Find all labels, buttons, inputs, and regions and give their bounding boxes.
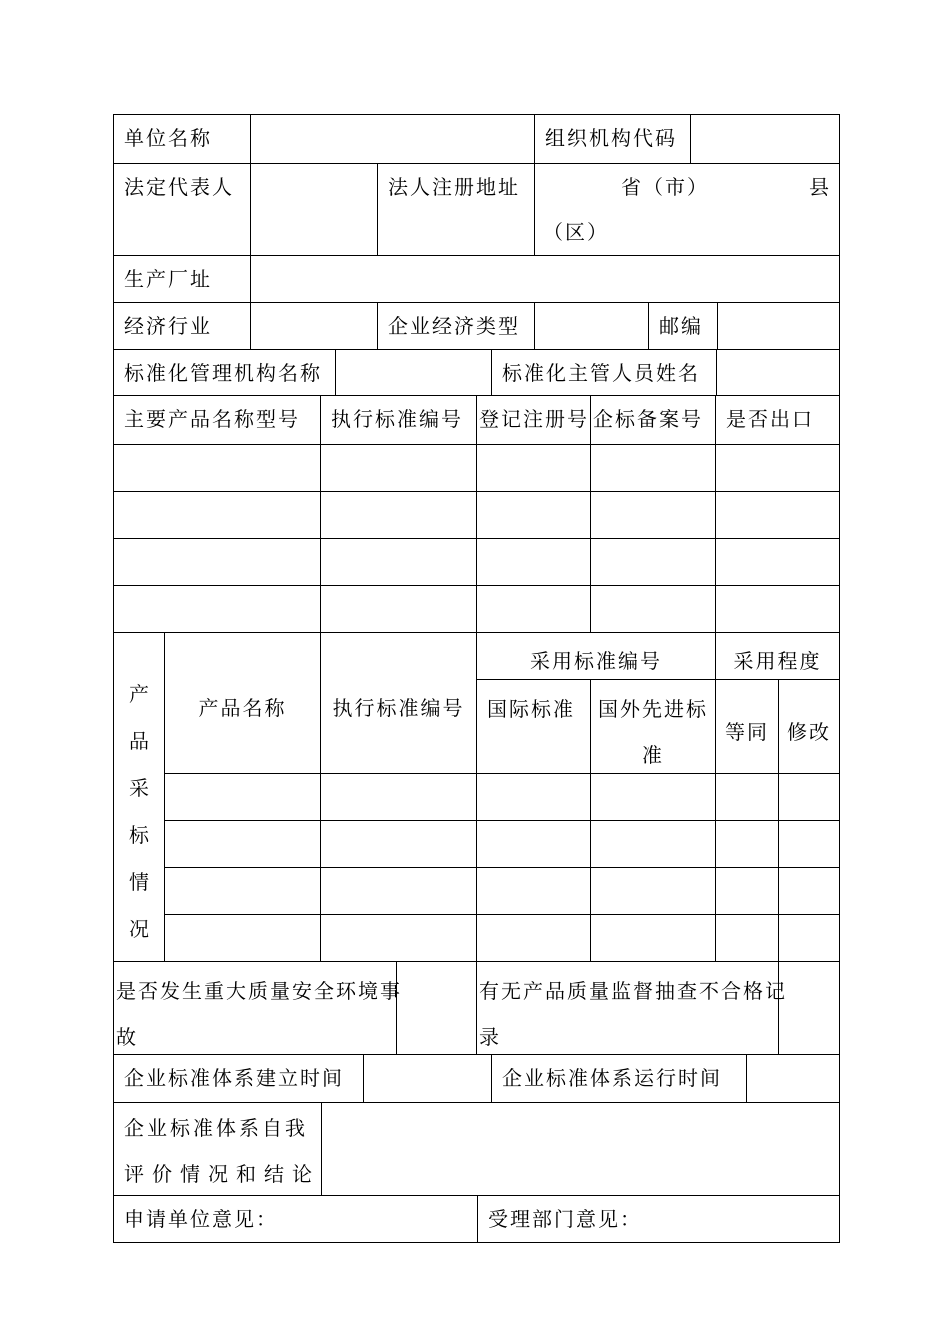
table-row-3-cell-5[interactable] [716, 539, 840, 586]
adoption-row-4-cell-4[interactable] [591, 915, 716, 962]
system-est-time-label: 企业标准体系建立时间 [114, 1055, 364, 1103]
adoption-row-3-cell-6[interactable] [779, 868, 840, 915]
adoption-row-1-cell-5[interactable] [716, 774, 779, 821]
factory-address-label: 生产厂址 [114, 256, 251, 303]
table-row-3-cell-1[interactable] [114, 539, 321, 586]
std-manager-field[interactable] [717, 350, 840, 396]
application-form [113, 114, 840, 1243]
table-row-1-cell-3[interactable] [477, 445, 591, 492]
adoption-row-4-cell-3[interactable] [477, 915, 591, 962]
adoption-row-2-cell-4[interactable] [591, 821, 716, 868]
foreign-std-header [591, 680, 716, 774]
adoption-row-2-cell-2[interactable] [321, 821, 477, 868]
table-row-4-cell-3[interactable] [477, 586, 591, 633]
econ-type-label: 企业经济类型 [378, 303, 535, 350]
accident-field[interactable] [397, 962, 477, 1055]
adoption-row-3-cell-1[interactable] [165, 868, 321, 915]
district-label: （区） [543, 220, 609, 244]
table-row-2-cell-1[interactable] [114, 492, 321, 539]
adoption-row-4-cell-5[interactable] [716, 915, 779, 962]
col-exec-std: 执行标准编号 [321, 396, 477, 445]
postcode-field[interactable] [718, 303, 840, 350]
legal-rep-label: 法定代表人 [114, 164, 251, 256]
adoption-row-4-cell-1[interactable] [165, 915, 321, 962]
adoption-product-name-header: 产品名称 [165, 633, 321, 774]
self-eval-line1: 企业标准体系自我 [124, 1116, 308, 1140]
side-char-1: 产 [129, 682, 149, 706]
adoption-row-3-cell-4[interactable] [591, 868, 716, 915]
inspection-line2: 录 [479, 1025, 501, 1049]
side-char-2: 品 [129, 729, 149, 753]
table-row-4-cell-2[interactable] [321, 586, 477, 633]
reg-address-label: 法人注册地址 [378, 164, 535, 256]
system-run-time-label: 企业标准体系运行时间 [492, 1055, 747, 1103]
org-code-field[interactable] [691, 115, 840, 164]
self-eval-field[interactable] [322, 1103, 840, 1196]
inspection-label [477, 962, 787, 1055]
foreign-std-line1: 国外先进标 [598, 697, 708, 721]
table-row-1-cell-4[interactable] [591, 445, 716, 492]
adoption-degree-header: 采用程度 [716, 633, 840, 680]
inspection-field[interactable] [779, 962, 840, 1055]
adoption-row-2-cell-1[interactable] [165, 821, 321, 868]
adopted-std-no-header: 采用标准编号 [477, 633, 716, 680]
side-char-5: 情 [129, 870, 149, 894]
side-char-6: 况 [129, 917, 149, 941]
adoption-row-1-cell-1[interactable] [165, 774, 321, 821]
identical-header: 等同 [716, 680, 779, 774]
std-org-label: 标准化管理机构名称 [114, 350, 336, 396]
intl-std-header: 国际标准 [477, 680, 591, 774]
table-row-2-cell-3[interactable] [477, 492, 591, 539]
applicant-opinion[interactable]: 申请单位意见： [114, 1196, 478, 1243]
county-label: 县 [809, 175, 831, 199]
std-manager-label: 标准化主管人员姓名 [492, 350, 717, 396]
accident-label [114, 962, 402, 1055]
side-char-4: 标 [129, 823, 149, 847]
table-row-1-cell-1[interactable] [114, 445, 321, 492]
adoption-row-4-cell-6[interactable] [779, 915, 840, 962]
adoption-row-1-cell-2[interactable] [321, 774, 477, 821]
modified-header: 修改 [779, 680, 840, 774]
adoption-side-label [114, 633, 165, 962]
adoption-row-3-cell-5[interactable] [716, 868, 779, 915]
province-label: 省（市） [621, 175, 709, 199]
econ-type-field[interactable] [535, 303, 649, 350]
table-row-1-cell-5[interactable] [716, 445, 840, 492]
table-row-4-cell-1[interactable] [114, 586, 321, 633]
adoption-row-4-cell-2[interactable] [321, 915, 477, 962]
table-row-1-cell-2[interactable] [321, 445, 477, 492]
side-char-3: 采 [129, 776, 149, 800]
table-row-4-cell-5[interactable] [716, 586, 840, 633]
std-org-field[interactable] [336, 350, 492, 396]
industry-field[interactable] [251, 303, 378, 350]
adoption-row-2-cell-5[interactable] [716, 821, 779, 868]
inspection-line1: 有无产品质量监督抽查不合格记 [479, 979, 787, 1003]
adoption-row-3-cell-2[interactable] [321, 868, 477, 915]
industry-label: 经济行业 [114, 303, 251, 350]
legal-rep-field[interactable] [251, 164, 378, 256]
table-row-2-cell-4[interactable] [591, 492, 716, 539]
adoption-row-2-cell-6[interactable] [779, 821, 840, 868]
org-code-label: 组织机构代码 [535, 115, 691, 164]
foreign-std-line2: 准 [642, 743, 664, 767]
unit-name-label: 单位名称 [114, 115, 251, 164]
adoption-row-1-cell-6[interactable] [779, 774, 840, 821]
col-filing-no: 企标备案号 [591, 396, 716, 445]
accident-line2: 故 [116, 1025, 138, 1049]
table-row-3-cell-4[interactable] [591, 539, 716, 586]
self-eval-label [114, 1103, 322, 1196]
table-row-2-cell-5[interactable] [716, 492, 840, 539]
col-reg-no: 登记注册号 [477, 396, 591, 445]
system-run-time-field[interactable] [747, 1055, 840, 1103]
adoption-exec-std-header: 执行标准编号 [321, 633, 477, 774]
acceptor-opinion[interactable]: 受理部门意见： [478, 1196, 840, 1243]
table-row-4-cell-4[interactable] [591, 586, 716, 633]
col-export: 是否出口 [716, 396, 840, 445]
table-row-2-cell-2[interactable] [321, 492, 477, 539]
adoption-row-3-cell-3[interactable] [477, 868, 591, 915]
col-main-product: 主要产品名称型号 [114, 396, 321, 445]
factory-address-field[interactable] [251, 256, 840, 303]
system-est-time-field[interactable] [364, 1055, 492, 1103]
table-row-3-cell-2[interactable] [321, 539, 477, 586]
adoption-row-2-cell-3[interactable] [477, 821, 591, 868]
accident-line1: 是否发生重大质量安全环境事 [116, 979, 402, 1003]
postcode-label: 邮编 [649, 303, 718, 350]
adoption-row-1-cell-4[interactable] [591, 774, 716, 821]
unit-name-field[interactable] [251, 115, 535, 164]
self-eval-line2: 评价情况和结论 [124, 1162, 320, 1186]
table-row-3-cell-3[interactable] [477, 539, 591, 586]
reg-address-field[interactable] [535, 164, 840, 256]
adoption-row-1-cell-3[interactable] [477, 774, 591, 821]
